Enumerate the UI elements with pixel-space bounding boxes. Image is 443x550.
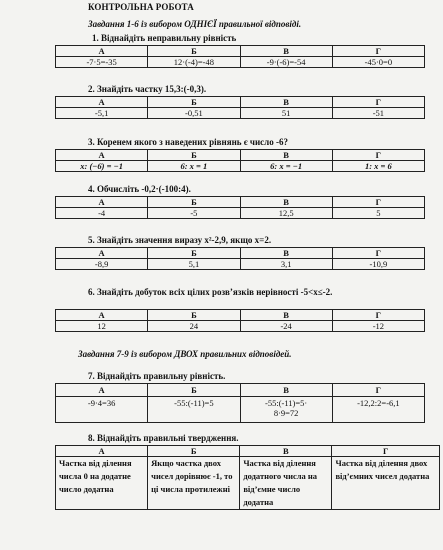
header-a: А (56, 46, 148, 57)
header-b: Б (148, 248, 240, 259)
answer-table-8 (55, 445, 440, 510)
answer-c: Частка від ділення додатного числа на від’ємне число додатна (240, 457, 332, 510)
answer-d: 1: x = 6 (332, 161, 424, 172)
answer-d: -12 (332, 321, 424, 332)
header-b: Б (148, 197, 240, 208)
question-3: 3. Коренем якого з наведених рівнянь є число -6? (88, 137, 288, 147)
header-c: В (240, 384, 332, 397)
header-a: А (56, 248, 148, 259)
answer-b: 5,1 (148, 259, 240, 270)
header-c: В (240, 248, 332, 259)
question-6: 6. Знайдіть добуток всіх цілих розв’язків нерівності -5<x≤-2. (88, 287, 333, 297)
header-a: А (56, 384, 148, 397)
answer-d: -51 (332, 108, 424, 119)
answer-c: 6: x = −1 (240, 161, 332, 172)
header-b: Б (148, 150, 240, 161)
answer-d: 5 (332, 208, 424, 219)
header-d: Г (332, 150, 424, 161)
answer-c-line1: -55:(-11)=5· (265, 398, 308, 408)
answer-b: Якщо частка двох чисел дорівнює -1, то ці числа протилежні (148, 457, 240, 510)
question-1: 1. Віднайдіть неправильну рівність (92, 33, 237, 43)
header-b: Б (148, 384, 240, 397)
header-c: В (240, 150, 332, 161)
answer-a: -4 (56, 208, 148, 219)
answer-b: 6: x = 1 (148, 161, 240, 172)
answer-table-7 (55, 383, 425, 423)
answer-a: -5,1 (56, 108, 148, 119)
intro-two-answers: Завдання 7-9 із вибором ДВОХ правильних відповідей. (78, 349, 292, 359)
header-d: Г (332, 310, 424, 321)
answer-c: 12,5 (240, 208, 332, 219)
answer-c: -24 (240, 321, 332, 332)
answer-b: -5 (148, 208, 240, 219)
header-d: Г (332, 446, 440, 457)
answer-a: -8,9 (56, 259, 148, 270)
page-title: КОНТРОЛЬНА РОБОТА (88, 2, 194, 12)
header-b: Б (148, 446, 240, 457)
question-7: 7. Віднайдіть правильну рівність. (88, 371, 226, 381)
answer-a: x: (−6) = −1 (56, 161, 148, 172)
header-d: Г (332, 248, 424, 259)
header-c: В (240, 97, 332, 108)
answer-a: -7·5=-35 (56, 57, 148, 68)
question-8: 8. Віднайдіть правильні твердження. (88, 433, 239, 443)
answer-table-3 (55, 149, 425, 172)
question-5: 5. Знайдіть значення виразу x²-2,9, якщо x=2. (88, 235, 272, 245)
header-d: Г (332, 97, 424, 108)
header-a: А (56, 97, 148, 108)
answer-table-6 (55, 309, 425, 332)
answer-c (240, 397, 332, 423)
answer-a: 12 (56, 321, 148, 332)
answer-d: Частка від ділення двох від’ємних чисел додатна (332, 457, 440, 510)
answer-b: -0,51 (148, 108, 240, 119)
header-d: Г (332, 197, 424, 208)
answer-table-2 (55, 96, 425, 119)
question-2: 2. Знайдіть частку 15,3:(-0,3). (88, 84, 207, 94)
answer-a: Частка від ділення числа 0 на додатне число додатна (56, 457, 148, 510)
header-a: А (56, 310, 148, 321)
header-a: А (56, 446, 148, 457)
header-c: В (240, 310, 332, 321)
answer-b: 12·(-4)=-48 (148, 57, 240, 68)
answer-b: -55:(-11)=5 (148, 397, 240, 423)
answer-b: 24 (148, 321, 240, 332)
question-4: 4. Обчисліть -0,2·(-100:4). (88, 184, 191, 194)
header-d: Г (332, 384, 424, 397)
answer-d: -45·0=0 (332, 57, 424, 68)
header-a: А (56, 197, 148, 208)
answer-table-4 (55, 196, 425, 219)
answer-c-line2: 8·9=72 (273, 408, 299, 418)
answer-a: -9·4=36 (56, 397, 148, 423)
header-a: А (56, 150, 148, 161)
header-b: Б (148, 97, 240, 108)
header-d: Г (332, 46, 424, 57)
header-c: В (240, 197, 332, 208)
answer-table-1 (55, 45, 425, 68)
header-b: Б (148, 46, 240, 57)
answer-table-5 (55, 247, 425, 270)
answer-d: -12,2:2=-6,1 (332, 397, 424, 423)
intro-one-answer: Завдання 1-6 із вибором ОДНІЄЇ правильної відповіді. (88, 19, 302, 29)
answer-c: 51 (240, 108, 332, 119)
answer-c: -9·(-6)=-54 (240, 57, 332, 68)
answer-d: -10,9 (332, 259, 424, 270)
header-c: В (240, 446, 332, 457)
header-b: Б (148, 310, 240, 321)
answer-c: 3,1 (240, 259, 332, 270)
header-c: В (240, 46, 332, 57)
